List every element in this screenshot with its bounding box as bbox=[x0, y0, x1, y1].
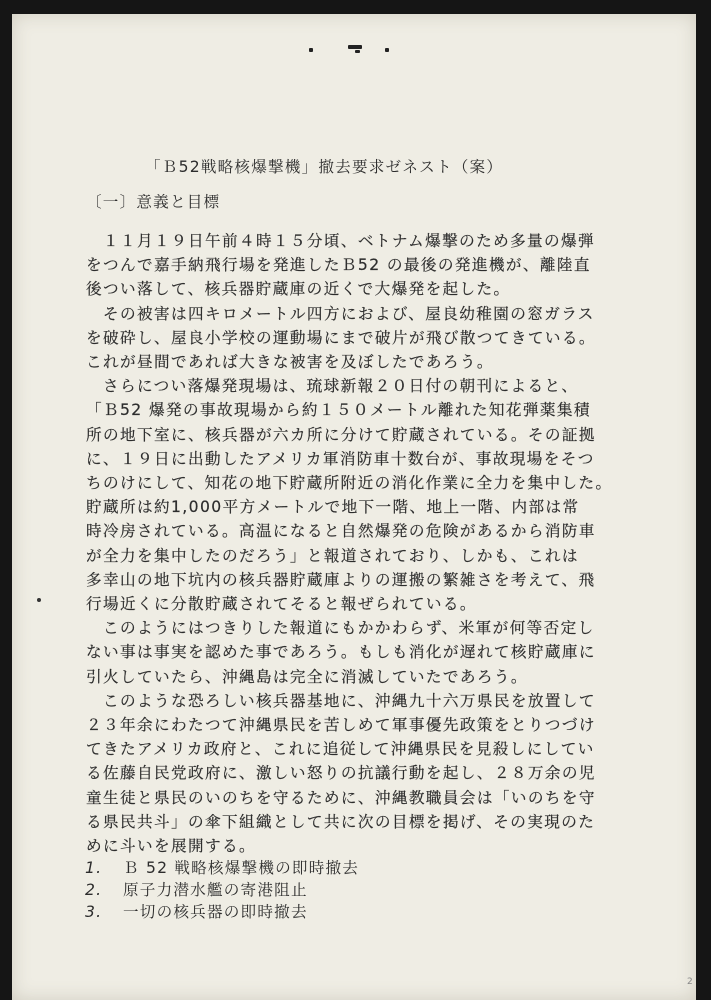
corner-mark: 2 bbox=[687, 977, 693, 987]
body-line: を破砕し、屋良小学校の運動場にまで破片が飛び散つてきている。 bbox=[86, 328, 596, 347]
body-line: てきたアメリカ政府と、これに追従して沖縄県民を見殺しにしてい bbox=[86, 740, 595, 759]
body-line: 後つい落して、核兵器貯蔵庫の近くで大爆発を起した。 bbox=[86, 280, 511, 299]
body-line: 引火していたら、沖縄島は完全に消滅していたであろう。 bbox=[86, 667, 528, 686]
body-line: 多幸山の地下坑内の核兵器貯蔵庫よりの運搬の繁雑さを考えて、飛 bbox=[86, 570, 596, 589]
body-line: これが昼間であれば大きな被害を及ぼしたであろう。 bbox=[86, 353, 494, 371]
body-line: をつんで嘉手納飛行場を発進したＢ52 の最後の発進機が、離陸直 bbox=[86, 256, 591, 275]
body-line: このようにはつきりした報道にもかかわらず、米軍が何等否定し bbox=[86, 619, 595, 638]
body-line: 所の地下室に、核兵器が六カ所に分けて貯蔵されている。その証拠 bbox=[86, 425, 596, 444]
body-line: る佐藤自民党政府に、激しい怒りの抗議行動を起し、２８万余の児 bbox=[86, 764, 596, 783]
goal-number: 3. bbox=[85, 903, 103, 921]
body-line: が全力を集中したのだろう」と報道されており、しかも、これは bbox=[86, 546, 579, 565]
goal-item bbox=[85, 900, 308, 922]
body-line: 童生徒と県民のいのちを守るために、沖縄教職員会は「いのちを守 bbox=[86, 788, 596, 807]
body-line: ない事は事実を認めた事であろう。もしも消化が遅れて核貯蔵庫に bbox=[86, 643, 596, 662]
body-line: ２３年余にわたつて沖縄県民を苦しめて軍事優先政策をとりつづけ bbox=[86, 716, 596, 734]
body-line: ちのけにして、知花の地下貯蔵所附近の消化作業に全力を集中した。 bbox=[86, 474, 613, 492]
goal-item bbox=[85, 856, 359, 878]
body-line: めに斗いを展開する。 bbox=[86, 837, 256, 855]
body-line: る県民共斗」の傘下組織として共に次の目標を掲げ、その実現のた bbox=[86, 812, 596, 831]
goal-text: 原子力潜水艦の寄港阻止 bbox=[123, 881, 308, 899]
section-heading: 〔一〕意義と目標 bbox=[86, 193, 221, 211]
goal-item bbox=[85, 878, 308, 900]
goal-number: 2. bbox=[85, 881, 103, 899]
goal-text: 一切の核兵器の即時撤去 bbox=[123, 903, 308, 921]
goal-number: 1. bbox=[85, 859, 103, 877]
document-title: 「Ｂ52戦略核爆撃機」撤去要求ゼネスト（案） bbox=[145, 158, 504, 176]
body-line: このような恐ろしい核兵器基地に、沖縄九十六万県民を放置して bbox=[86, 691, 596, 710]
body-line: に、１９日に出動したアメリカ軍消防車十数台が、事故現場をそつ bbox=[86, 449, 595, 468]
body-line: 「Ｂ52 爆発の事故現場から約１５０メートル離れた知花弾薬集積 bbox=[86, 401, 591, 420]
body-line: 行場近くに分散貯蔵されてそると報ぜられている。 bbox=[86, 595, 477, 613]
goal-text: Ｂ 52 戦略核爆撃機の即時撤去 bbox=[123, 859, 360, 877]
body-line: １１月１９日午前４時１５分頃、ベトナム爆撃のため多量の爆弾 bbox=[86, 232, 596, 250]
body-line: さらについ落爆発現場は、琉球新報２０日付の朝刊によると、 bbox=[86, 377, 579, 396]
body-line: 時冷房されている。高温になると自然爆発の危険があるから消防車 bbox=[86, 522, 596, 541]
body-line: その被害は四キロメートル四方におよび、屋良幼稚園の窓ガラス bbox=[86, 304, 595, 323]
stray-mark bbox=[37, 598, 41, 602]
goal-list bbox=[85, 0, 485, 1000]
body-line: 貯蔵所は約1,000平方メートルで地下一階、地上一階、内部は常 bbox=[86, 498, 580, 517]
